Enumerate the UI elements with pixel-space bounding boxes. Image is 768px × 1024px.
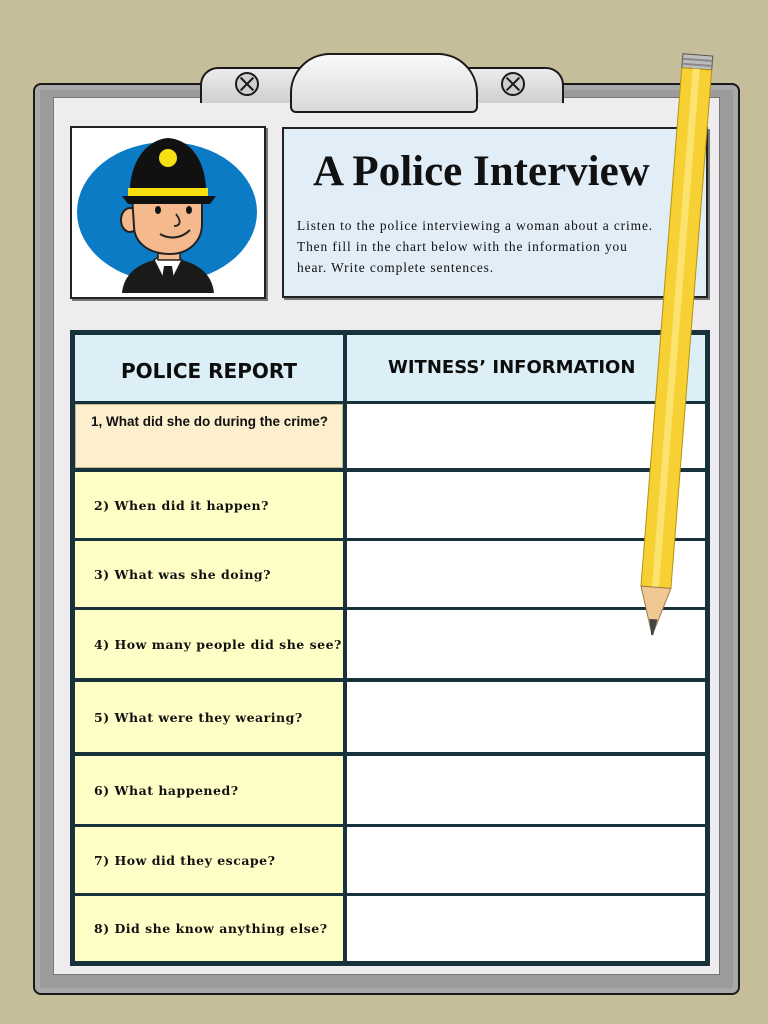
question-cell: 8) Did she know anything else? (75, 896, 343, 961)
question-cell: 4) How many people did she see? (75, 610, 343, 678)
question-cell: 2) When did it happen? (75, 472, 343, 538)
question-cell: 7) How did they escape? (75, 827, 343, 893)
police-report-header: POLICE REPORT (75, 335, 343, 401)
page-title: A Police Interview (313, 148, 650, 195)
screw-icon (235, 72, 259, 96)
police-officer-portrait (70, 126, 266, 299)
police-officer-icon (72, 128, 264, 297)
report-table (70, 330, 710, 966)
screw-icon (501, 72, 525, 96)
answer-cell[interactable] (347, 682, 705, 752)
pencil-icon (630, 40, 720, 650)
question-cell: 6) What happened? (75, 756, 343, 824)
witness-information-header: WITNESS’ INFORMATION (347, 335, 705, 401)
instructions: Listen to the police interviewing a woman about a crime. Then fill in the chart below with the information you hear. Write complete sentences. (297, 218, 654, 275)
question-cell: 1, What did she do during the crime? (75, 404, 343, 468)
answer-cell[interactable] (347, 896, 705, 961)
answer-cell[interactable] (347, 827, 705, 893)
question-cell: 3) What was she doing? (75, 541, 343, 607)
clip-top (290, 53, 478, 113)
answer-cell[interactable] (347, 756, 705, 824)
question-cell: 5) What were they wearing? (75, 682, 343, 752)
